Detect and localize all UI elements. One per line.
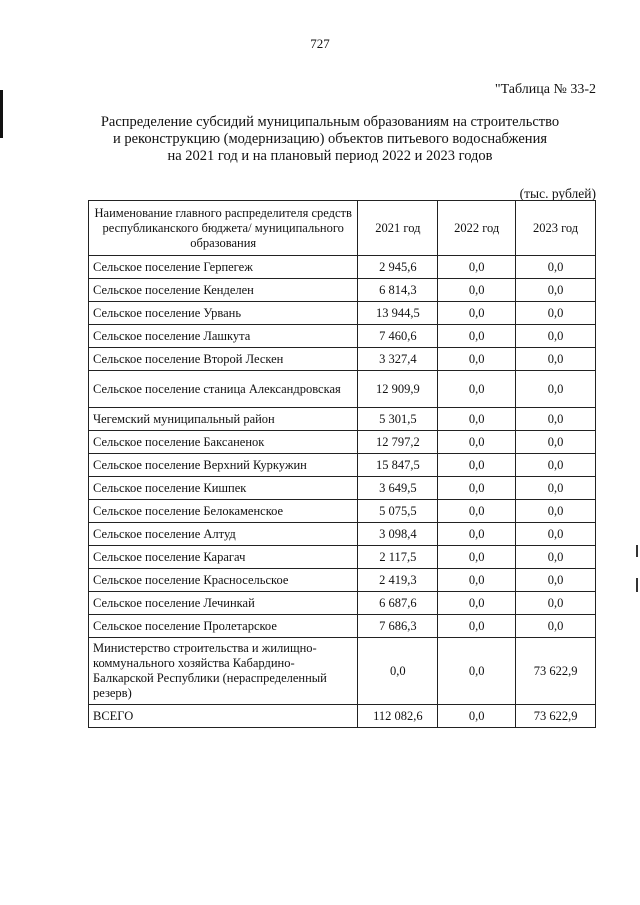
row-2022: 0,0	[438, 431, 516, 454]
row-name: Чегемский муниципальный район	[89, 408, 358, 431]
table-row	[89, 592, 596, 615]
row-2021: 0,0	[358, 638, 438, 705]
row-name: Сельское поселение Карагач	[89, 546, 358, 569]
row-name: Сельское поселение Баксаненок	[89, 431, 358, 454]
total-2022: 0,0	[438, 705, 516, 728]
table-row	[89, 523, 596, 546]
row-2021: 6 687,6	[358, 592, 438, 615]
row-2021: 12 909,9	[358, 371, 438, 408]
row-2023: 0,0	[516, 302, 596, 325]
row-2021: 5 301,5	[358, 408, 438, 431]
margin-mark	[0, 90, 3, 138]
row-2021: 2 945,6	[358, 256, 438, 279]
row-2022: 0,0	[438, 325, 516, 348]
table-header-row	[89, 201, 596, 256]
row-2023: 0,0	[516, 279, 596, 302]
row-2023: 0,0	[516, 546, 596, 569]
table-row	[89, 500, 596, 523]
table-row	[89, 302, 596, 325]
units-label: (тыс. рублей)	[519, 186, 596, 201]
total-name: ВСЕГО	[89, 705, 358, 728]
table-row	[89, 454, 596, 477]
row-2021: 3 327,4	[358, 348, 438, 371]
row-2022: 0,0	[438, 302, 516, 325]
row-name: Министерство строительства и жилищно-коммунального хозяйства Кабардино-Балкарской Республики (нераспределенный резерв)	[89, 638, 358, 705]
row-2021: 2 419,3	[358, 569, 438, 592]
row-2022: 0,0	[438, 523, 516, 546]
row-name: Сельское поселение Красносельское	[89, 569, 358, 592]
row-2023: 0,0	[516, 371, 596, 408]
table-row	[89, 569, 596, 592]
row-2021: 7 460,6	[358, 325, 438, 348]
row-2022: 0,0	[438, 454, 516, 477]
row-2021: 13 944,5	[358, 302, 438, 325]
margin-mark	[636, 545, 638, 557]
title-line: на 2021 год и на плановый период 2022 и 2023 годов	[167, 148, 493, 164]
row-2022: 0,0	[438, 615, 516, 638]
row-2022: 0,0	[438, 638, 516, 705]
row-2023: 0,0	[516, 408, 596, 431]
total-row	[89, 705, 596, 728]
row-2021: 15 847,5	[358, 454, 438, 477]
row-name: Сельское поселение Белокаменское	[89, 500, 358, 523]
row-2022: 0,0	[438, 592, 516, 615]
row-name: Сельское поселение Алтуд	[89, 523, 358, 546]
row-name: Сельское поселение Урвань	[89, 302, 358, 325]
row-name: Сельское поселение Кенделен	[89, 279, 358, 302]
margin-mark	[636, 578, 638, 592]
row-2021: 7 686,3	[358, 615, 438, 638]
title-line: Распределение субсидий муниципальным образованиям на строительство	[100, 114, 560, 130]
table-row	[89, 279, 596, 302]
row-2023: 0,0	[516, 256, 596, 279]
table-row	[89, 615, 596, 638]
row-2023: 0,0	[516, 500, 596, 523]
row-name: Сельское поселение Второй Лескен	[89, 348, 358, 371]
row-2023: 0,0	[516, 615, 596, 638]
table-row	[89, 371, 596, 408]
total-2023: 73 622,9	[516, 705, 596, 728]
row-2022: 0,0	[438, 500, 516, 523]
row-2023: 0,0	[516, 523, 596, 546]
header-2022: 2022 год	[438, 201, 516, 256]
row-2021: 12 797,2	[358, 431, 438, 454]
row-name: Сельское поселение Кишпек	[89, 477, 358, 500]
row-2022: 0,0	[438, 256, 516, 279]
row-name: Сельское поселение Герпегеж	[89, 256, 358, 279]
title-line: и реконструкцию (модернизацию) объектов питьевого водоснабжения	[112, 131, 547, 147]
row-2022: 0,0	[438, 371, 516, 408]
row-2023: 0,0	[516, 431, 596, 454]
total-2021: 112 082,6	[358, 705, 438, 728]
row-2023: 0,0	[516, 325, 596, 348]
header-name: Наименование главного распределителя средств республиканского бюджета/ муниципального образования	[89, 201, 358, 256]
row-2021: 3 098,4	[358, 523, 438, 546]
row-name: Сельское поселение станица Александровская	[89, 371, 358, 408]
header-2021: 2021 год	[358, 201, 438, 256]
header-2023: 2023 год	[516, 201, 596, 256]
table-row	[89, 348, 596, 371]
row-2023: 73 622,9	[516, 638, 596, 705]
row-2022: 0,0	[438, 569, 516, 592]
row-2023: 0,0	[516, 348, 596, 371]
row-2022: 0,0	[438, 408, 516, 431]
document-title	[60, 114, 600, 165]
table-row	[89, 638, 596, 705]
row-2023: 0,0	[516, 592, 596, 615]
table-body	[89, 256, 596, 728]
table-row	[89, 325, 596, 348]
row-2023: 0,0	[516, 454, 596, 477]
row-2021: 6 814,3	[358, 279, 438, 302]
row-2022: 0,0	[438, 477, 516, 500]
subsidy-table	[88, 200, 596, 728]
row-2023: 0,0	[516, 569, 596, 592]
table-row	[89, 408, 596, 431]
table-row	[89, 431, 596, 454]
table-row	[89, 546, 596, 569]
row-name: Сельское поселение Лечинкай	[89, 592, 358, 615]
table-row	[89, 477, 596, 500]
row-name: Сельское поселение Верхний Куркужин	[89, 454, 358, 477]
table-label: "Таблица № 33-2	[494, 82, 596, 97]
row-2022: 0,0	[438, 279, 516, 302]
table-row	[89, 256, 596, 279]
row-2021: 2 117,5	[358, 546, 438, 569]
row-2022: 0,0	[438, 546, 516, 569]
row-name: Сельское поселение Пролетарское	[89, 615, 358, 638]
row-name: Сельское поселение Лашкута	[89, 325, 358, 348]
row-2023: 0,0	[516, 477, 596, 500]
row-2021: 5 075,5	[358, 500, 438, 523]
page-number: 727	[310, 36, 330, 51]
row-2022: 0,0	[438, 348, 516, 371]
row-2021: 3 649,5	[358, 477, 438, 500]
